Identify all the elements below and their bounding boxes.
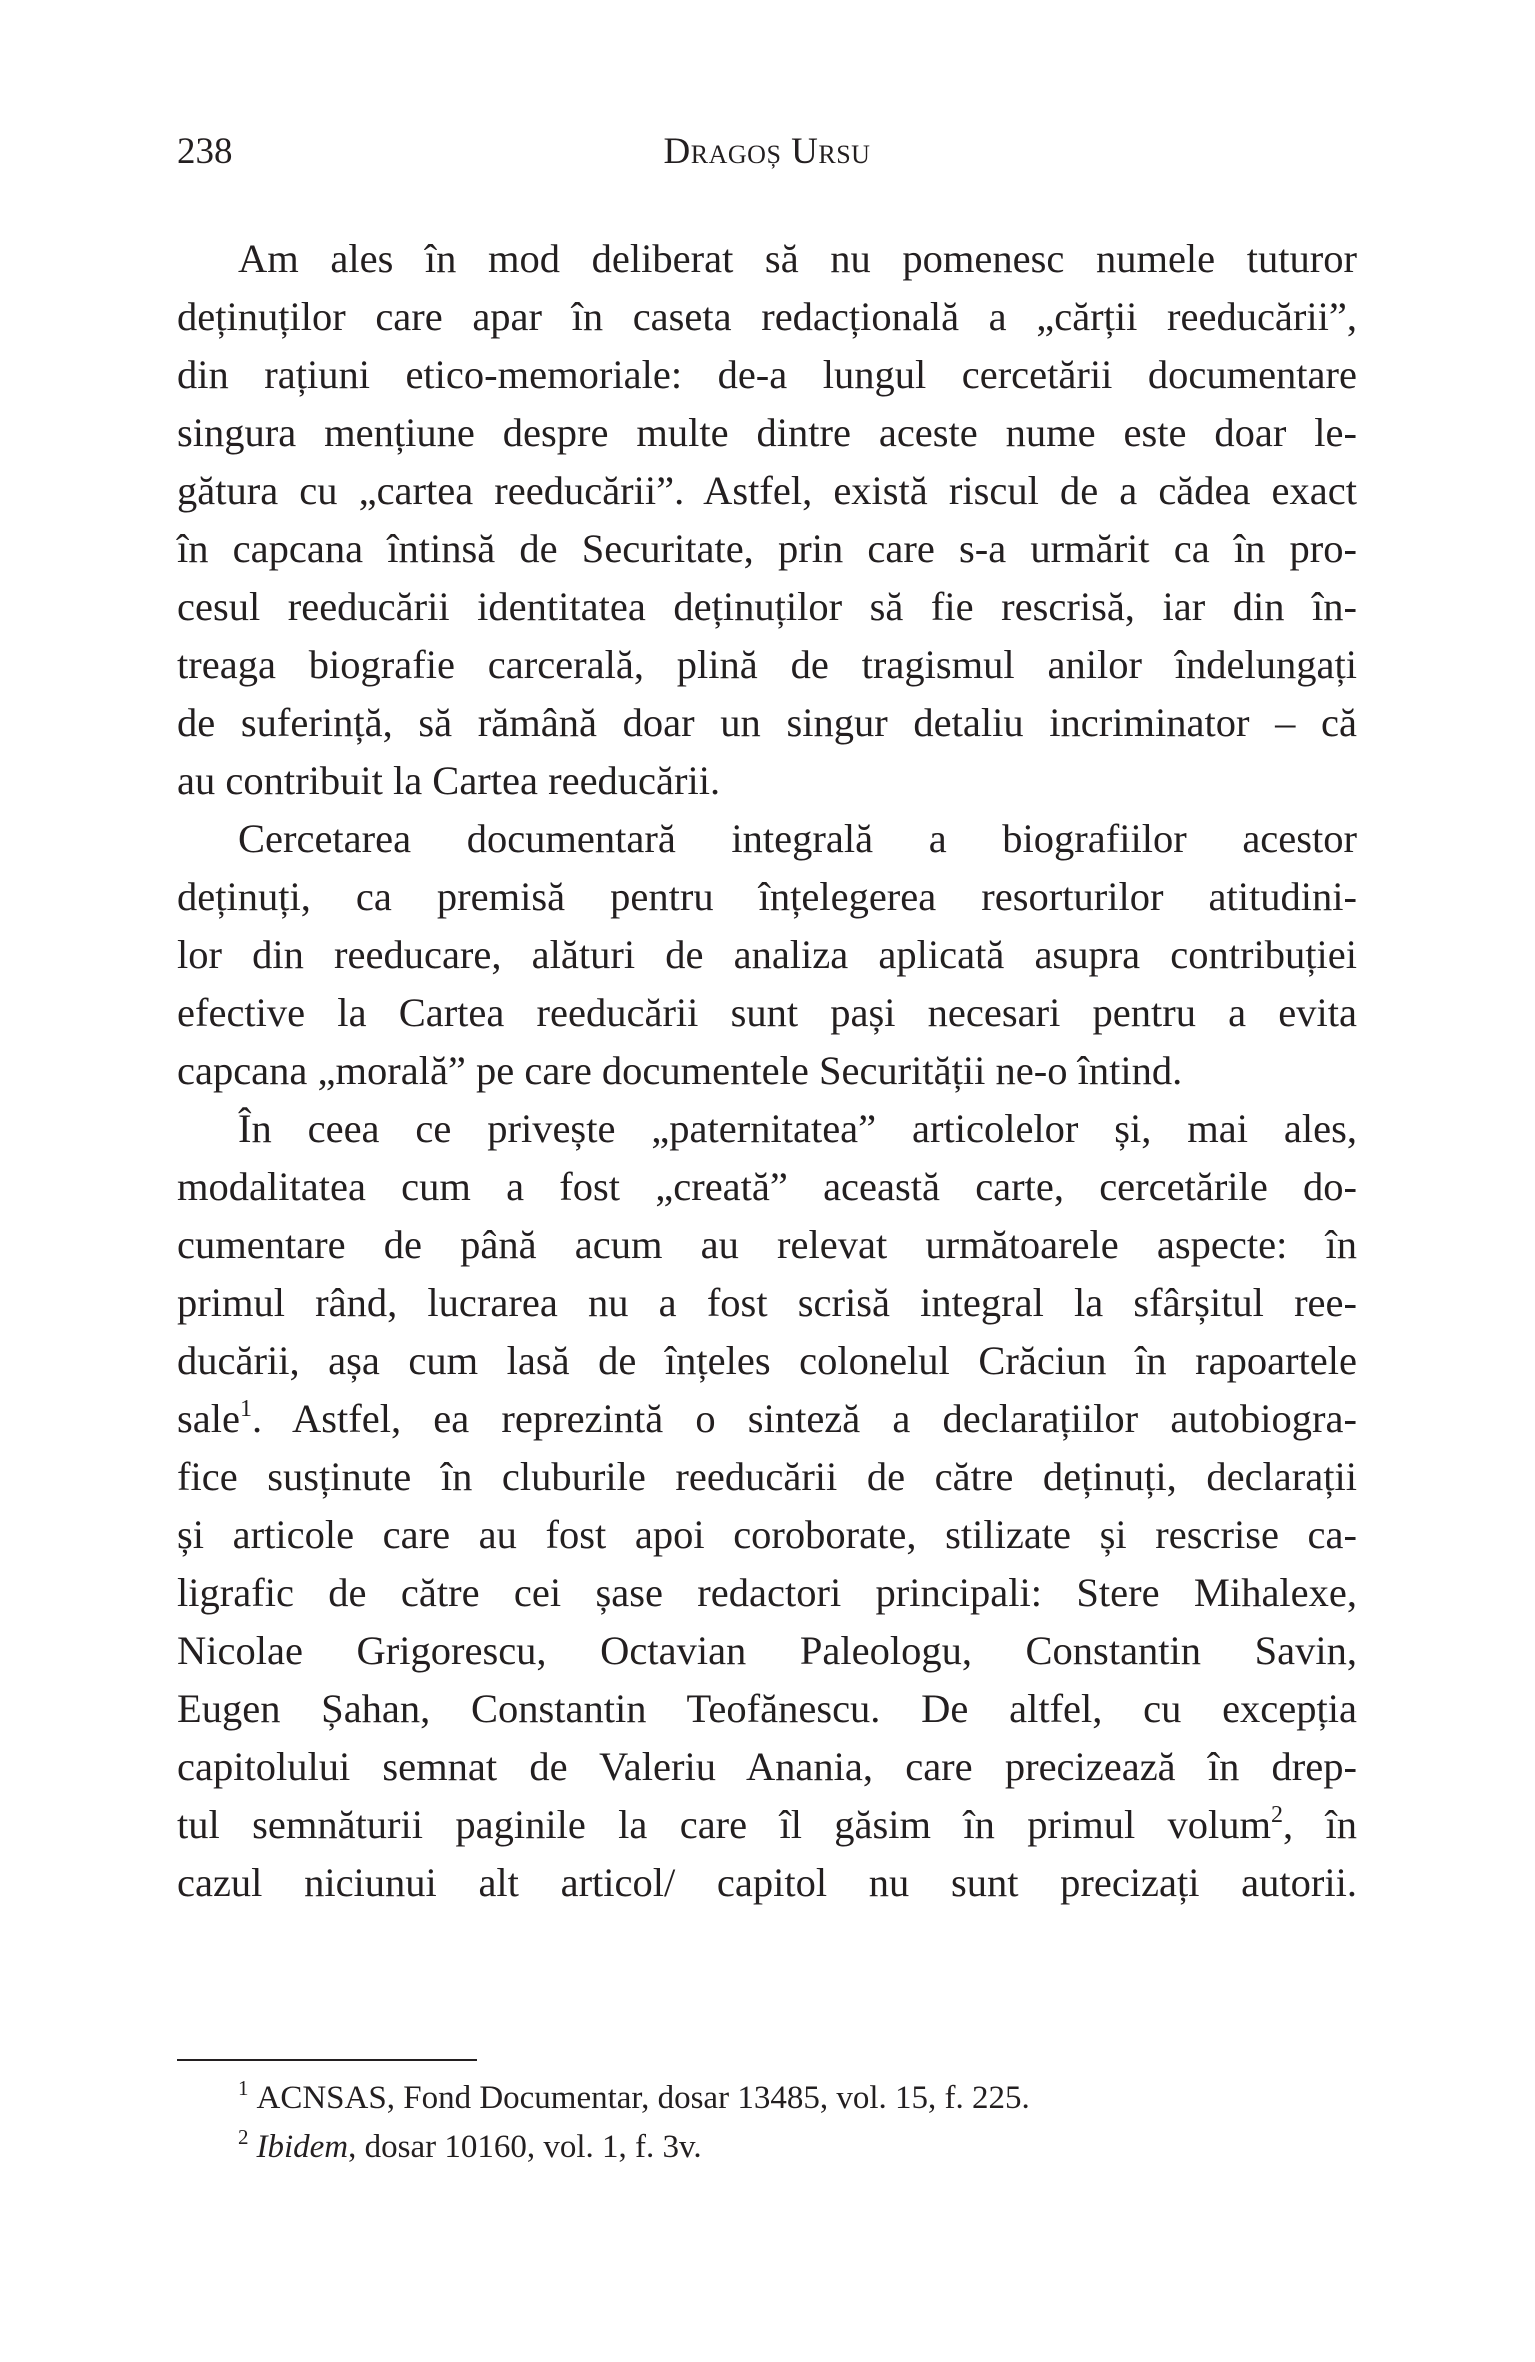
text-line: deținuți, ca premisă pentru înțelegerea resorturilor atitudini- <box>177 874 1357 919</box>
text-line: Eugen Șahan, Constantin Teofănescu. De altfel, cu excepția <box>177 1686 1357 1731</box>
text-line: treaga biografie carcerală, plină de tragismul anilor îndelungați <box>177 642 1357 687</box>
text-segment: , în <box>1283 1802 1357 1847</box>
footnote-text: ACNSAS, Fond Documentar, dosar 13485, vol. 15, f. 225. <box>256 2080 1030 2116</box>
body-text <box>177 230 1357 1912</box>
text-line-with-footnote <box>177 1390 1357 1448</box>
paragraph <box>177 810 1357 1100</box>
running-head <box>177 128 1357 176</box>
paragraph <box>177 1100 1357 1912</box>
text-segment: . Astfel, ea reprezintă o sinteză a declarațiilor autobiogra- <box>251 1396 1357 1441</box>
footnote-ref-2[interactable]: 2 <box>1271 1802 1284 1828</box>
text-line: lor din reeducare, alături de analiza aplicată asupra contribuției <box>177 932 1357 977</box>
text-line: modalitatea cum a fost „creată” această carte, cercetările do- <box>177 1164 1357 1209</box>
text-line: cumentare de până acum au relevat următoarele aspecte: în <box>177 1222 1357 1267</box>
text-line: cesul reeducării identitatea deținuților să fie rescrisă, iar din în- <box>177 584 1357 629</box>
text-line: Cercetarea documentară integrală a biografiilor acestor <box>238 816 1357 861</box>
text-line: Am ales în mod deliberat să nu pomenesc numele tuturor <box>238 236 1357 281</box>
text-line: capitolului semnat de Valeriu Anania, care precizează în drep- <box>177 1744 1357 1789</box>
footnote-1 <box>238 2074 1358 2123</box>
text-line: cazul niciunui alt articol/ capitol nu sunt precizați autorii. <box>177 1860 1357 1905</box>
footnote-2 <box>238 2123 1358 2172</box>
text-line: în capcana întinsă de Securitate, prin care s-a urmărit ca în pro- <box>177 526 1357 571</box>
footnote-number: 1 <box>238 2076 249 2100</box>
footnote-italic-text: Ibidem <box>256 2129 349 2165</box>
footnote-separator <box>177 2059 477 2061</box>
text-segment: tul semnăturii paginile la care îl găsim în primul volum <box>177 1802 1272 1847</box>
text-line: capcana „morală” pe care documentele Securității ne-o întind. <box>177 1048 1183 1093</box>
text-line: efective la Cartea reeducării sunt pași necesari pentru a evita <box>177 990 1357 1035</box>
text-line: În ceea ce privește „paternitatea” articolelor și, mai ales, <box>238 1106 1357 1151</box>
text-line: deținuților care apar în caseta redacțională a „cărții reeducării”, <box>177 294 1357 339</box>
running-head-author: Dragoș Ursu <box>663 131 871 172</box>
text-line: fice susținute în cluburile reeducării de către deținuți, declarații <box>177 1454 1357 1499</box>
text-line: primul rând, lucrarea nu a fost scrisă integral la sfârșitul ree- <box>177 1280 1357 1325</box>
footnote-number: 2 <box>238 2125 249 2149</box>
text-line: au contribuit la Cartea reeducării. <box>177 758 721 803</box>
footnotes <box>238 2074 1358 2172</box>
page-number: 238 <box>177 131 233 172</box>
footnote-text: , dosar 10160, vol. 1, f. 3v. <box>348 2129 702 2165</box>
text-line: ducării, așa cum lasă de înțeles colonelul Crăciun în rapoartele <box>177 1338 1357 1383</box>
text-line: Nicolae Grigorescu, Octavian Paleologu, Constantin Savin, <box>177 1628 1357 1673</box>
text-line-with-footnote <box>177 1796 1357 1854</box>
text-line: și articole care au fost apoi coroborate, stilizate și rescrise ca- <box>177 1512 1357 1557</box>
text-line: singura mențiune despre multe dintre aceste nume este doar le- <box>177 410 1357 455</box>
text-line: de suferință, să rămână doar un singur detaliu incriminator – că <box>177 700 1357 745</box>
text-line: gătura cu „cartea reeducării”. Astfel, există riscul de a cădea exact <box>177 468 1357 513</box>
text-segment: sale <box>177 1396 240 1441</box>
paragraph <box>177 230 1357 810</box>
text-line: din rațiuni etico-memoriale: de-a lungul cercetării documentare <box>177 352 1357 397</box>
footnote-ref-1[interactable]: 1 <box>239 1396 252 1422</box>
text-line: ligrafic de către cei șase redactori principali: Stere Mihalexe, <box>177 1570 1357 1615</box>
